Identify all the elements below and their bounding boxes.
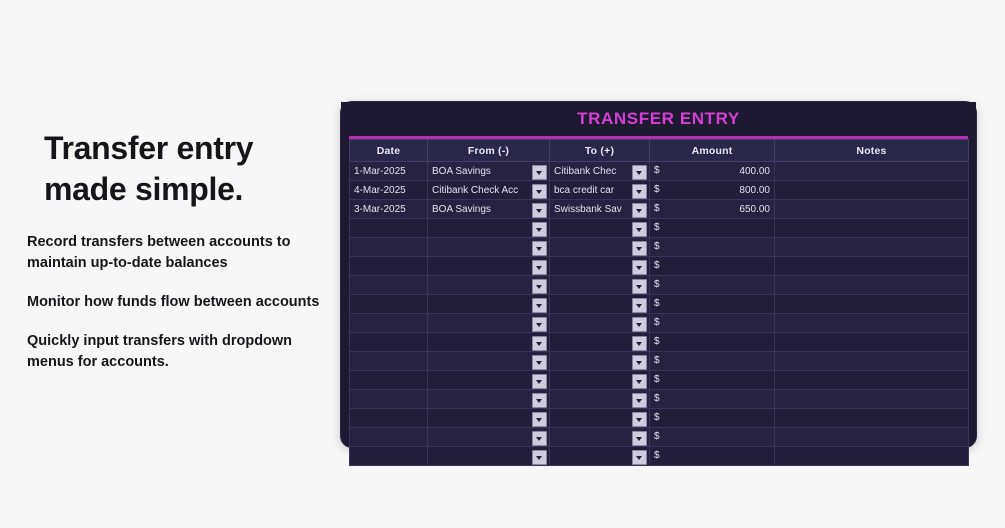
table-row — [350, 371, 969, 390]
chevron-down-icon[interactable] — [532, 279, 547, 294]
chevron-down-icon[interactable] — [532, 412, 547, 427]
chevron-down-icon[interactable] — [632, 298, 647, 313]
table-row — [350, 238, 969, 257]
table-row — [350, 409, 969, 428]
column-header-to: To (+) — [550, 140, 650, 162]
chevron-down-icon[interactable] — [532, 260, 547, 275]
currency-symbol: $ — [654, 184, 660, 195]
cell-to-account[interactable] — [550, 219, 650, 238]
cell-amount-text: 650.00 — [739, 203, 770, 215]
cell-notes[interactable] — [775, 352, 969, 371]
cell-amount[interactable] — [650, 181, 775, 200]
currency-symbol: $ — [654, 317, 660, 328]
cell-from-account[interactable] — [428, 276, 550, 295]
table-row — [350, 219, 969, 238]
chevron-down-icon[interactable] — [532, 374, 547, 389]
cell-amount[interactable] — [650, 295, 775, 314]
currency-symbol: $ — [654, 393, 660, 404]
cell-notes[interactable] — [775, 181, 969, 200]
currency-symbol: $ — [654, 374, 660, 385]
chevron-down-icon[interactable] — [532, 184, 547, 199]
cell-from-account[interactable] — [428, 447, 550, 466]
cell-to-account[interactable] — [550, 428, 650, 447]
chevron-down-icon[interactable] — [632, 222, 647, 237]
cell-date[interactable] — [350, 295, 428, 314]
cell-notes[interactable] — [775, 428, 969, 447]
table-row — [350, 257, 969, 276]
cell-from-account[interactable] — [428, 352, 550, 371]
cell-to-text: Citibank Chec — [554, 165, 617, 177]
chevron-down-icon[interactable] — [632, 450, 647, 465]
cell-notes[interactable] — [775, 447, 969, 466]
cell-amount[interactable] — [650, 390, 775, 409]
cell-amount[interactable] — [650, 257, 775, 276]
chevron-down-icon[interactable] — [632, 184, 647, 199]
cell-from-account[interactable] — [428, 314, 550, 333]
cell-amount[interactable] — [650, 352, 775, 371]
cell-date[interactable] — [350, 276, 428, 295]
cell-notes[interactable] — [775, 314, 969, 333]
column-header-date: Date — [350, 140, 428, 162]
cell-from-account[interactable] — [428, 200, 550, 219]
cell-date[interactable] — [350, 333, 428, 352]
cell-notes[interactable] — [775, 333, 969, 352]
cell-date[interactable] — [350, 314, 428, 333]
table-header-row — [350, 140, 969, 162]
chevron-down-icon[interactable] — [632, 412, 647, 427]
marketing-panel — [0, 0, 340, 528]
column-header-amount: Amount — [650, 140, 775, 162]
chevron-down-icon[interactable] — [632, 203, 647, 218]
cell-to-account[interactable] — [550, 257, 650, 276]
cell-to-account[interactable] — [550, 276, 650, 295]
column-header-from: From (-) — [428, 140, 550, 162]
cell-amount[interactable] — [650, 238, 775, 257]
cell-date[interactable]: 4-Mar-2025 — [350, 181, 428, 200]
currency-symbol: $ — [654, 222, 660, 233]
cell-amount[interactable] — [650, 409, 775, 428]
cell-from-account[interactable] — [428, 371, 550, 390]
cell-notes[interactable] — [775, 257, 969, 276]
chevron-down-icon[interactable] — [532, 203, 547, 218]
cell-from-text: BOA Savings — [432, 165, 491, 177]
cell-amount[interactable] — [650, 333, 775, 352]
chevron-down-icon[interactable] — [632, 317, 647, 332]
cell-to-account[interactable] — [550, 295, 650, 314]
cell-to-account[interactable] — [550, 200, 650, 219]
cell-amount[interactable] — [650, 428, 775, 447]
cell-amount[interactable] — [650, 276, 775, 295]
cell-from-account[interactable] — [428, 219, 550, 238]
currency-symbol: $ — [654, 298, 660, 309]
cell-from-account[interactable] — [428, 162, 550, 181]
chevron-down-icon[interactable] — [632, 241, 647, 256]
cell-to-account[interactable] — [550, 447, 650, 466]
currency-symbol: $ — [654, 412, 660, 423]
chevron-down-icon[interactable] — [532, 355, 547, 370]
cell-date[interactable] — [350, 390, 428, 409]
cell-date[interactable] — [350, 428, 428, 447]
cell-from-text: Citibank Check Acc — [432, 184, 519, 196]
cell-to-account[interactable] — [550, 162, 650, 181]
chevron-down-icon[interactable] — [532, 431, 547, 446]
cell-amount-text: 400.00 — [739, 165, 770, 177]
transfer-entry-window — [340, 101, 977, 461]
chevron-down-icon[interactable] — [632, 260, 647, 275]
cell-date[interactable] — [350, 238, 428, 257]
column-header-notes: Notes — [775, 140, 969, 162]
cell-to-account[interactable] — [550, 409, 650, 428]
cell-date[interactable]: 1-Mar-2025 — [350, 162, 428, 181]
table-row — [350, 447, 969, 466]
cell-date[interactable] — [350, 409, 428, 428]
cell-from-account[interactable] — [428, 181, 550, 200]
cell-amount[interactable] — [650, 371, 775, 390]
chevron-down-icon[interactable] — [532, 165, 547, 180]
cell-from-account[interactable] — [428, 295, 550, 314]
currency-symbol: $ — [654, 431, 660, 442]
cell-to-account[interactable] — [550, 181, 650, 200]
cell-from-account[interactable] — [428, 238, 550, 257]
table-row — [350, 333, 969, 352]
list-item: Record transfers between accounts to maintain up-to-date balances — [27, 234, 291, 272]
currency-symbol: $ — [654, 165, 660, 176]
table-row — [350, 428, 969, 447]
cell-to-account[interactable] — [550, 314, 650, 333]
cell-notes[interactable] — [775, 371, 969, 390]
currency-symbol: $ — [654, 336, 660, 347]
page-title: Transfer entry made simple. — [44, 130, 254, 207]
chevron-down-icon[interactable] — [632, 431, 647, 446]
cell-from-account[interactable] — [428, 428, 550, 447]
cell-date[interactable] — [350, 352, 428, 371]
cell-notes[interactable] — [775, 219, 969, 238]
chevron-down-icon[interactable] — [532, 222, 547, 237]
cell-to-account[interactable] — [550, 333, 650, 352]
chevron-down-icon[interactable] — [632, 393, 647, 408]
currency-symbol: $ — [654, 355, 660, 366]
table-row — [350, 200, 969, 219]
cell-notes[interactable] — [775, 390, 969, 409]
cell-amount-text: 800.00 — [739, 184, 770, 196]
cell-notes[interactable] — [775, 409, 969, 428]
cell-to-account[interactable] — [550, 390, 650, 409]
cell-notes[interactable] — [775, 276, 969, 295]
cell-date[interactable] — [350, 219, 428, 238]
cell-date[interactable]: 3-Mar-2025 — [350, 200, 428, 219]
feature-list — [27, 232, 332, 391]
chevron-down-icon[interactable] — [632, 355, 647, 370]
cell-to-account[interactable] — [550, 371, 650, 390]
cell-amount[interactable] — [650, 200, 775, 219]
currency-symbol: $ — [654, 203, 660, 214]
cell-to-account[interactable] — [550, 352, 650, 371]
cell-notes[interactable] — [775, 295, 969, 314]
transfer-table — [349, 139, 969, 466]
table-row — [350, 295, 969, 314]
cell-from-account[interactable] — [428, 257, 550, 276]
cell-to-text: Swissbank Sav — [554, 203, 622, 215]
chevron-down-icon[interactable] — [532, 450, 547, 465]
cell-amount[interactable] — [650, 162, 775, 181]
cell-from-account[interactable] — [428, 409, 550, 428]
cell-from-account[interactable] — [428, 333, 550, 352]
cell-notes[interactable] — [775, 162, 969, 181]
chevron-down-icon[interactable] — [632, 165, 647, 180]
cell-notes[interactable] — [775, 238, 969, 257]
table-row — [350, 276, 969, 295]
chevron-down-icon[interactable] — [532, 298, 547, 313]
cell-to-account[interactable] — [550, 238, 650, 257]
cell-date[interactable] — [350, 257, 428, 276]
currency-symbol: $ — [654, 450, 660, 461]
cell-amount[interactable] — [650, 447, 775, 466]
currency-symbol: $ — [654, 260, 660, 271]
chevron-down-icon[interactable] — [532, 241, 547, 256]
app-title: TRANSFER ENTRY — [341, 102, 976, 136]
chevron-down-icon[interactable] — [632, 374, 647, 389]
currency-symbol: $ — [654, 279, 660, 290]
cell-date[interactable] — [350, 447, 428, 466]
chevron-down-icon[interactable] — [532, 336, 547, 351]
cell-amount[interactable] — [650, 219, 775, 238]
cell-notes[interactable] — [775, 200, 969, 219]
cell-from-text: BOA Savings — [432, 203, 491, 215]
table-row — [350, 162, 969, 181]
list-item: Quickly input transfers with dropdown menus for accounts. — [27, 333, 293, 371]
chevron-down-icon[interactable] — [532, 393, 547, 408]
chevron-down-icon[interactable] — [532, 317, 547, 332]
table-row — [350, 352, 969, 371]
table-row — [350, 390, 969, 409]
table-row — [350, 314, 969, 333]
cell-date[interactable] — [350, 371, 428, 390]
cell-from-account[interactable] — [428, 390, 550, 409]
chevron-down-icon[interactable] — [632, 336, 647, 351]
table-row — [350, 181, 969, 200]
cell-amount[interactable] — [650, 314, 775, 333]
currency-symbol: $ — [654, 241, 660, 252]
cell-to-text: bca credit car — [554, 184, 615, 196]
chevron-down-icon[interactable] — [632, 279, 647, 294]
list-item: Monitor how funds flow between accounts — [27, 294, 320, 311]
